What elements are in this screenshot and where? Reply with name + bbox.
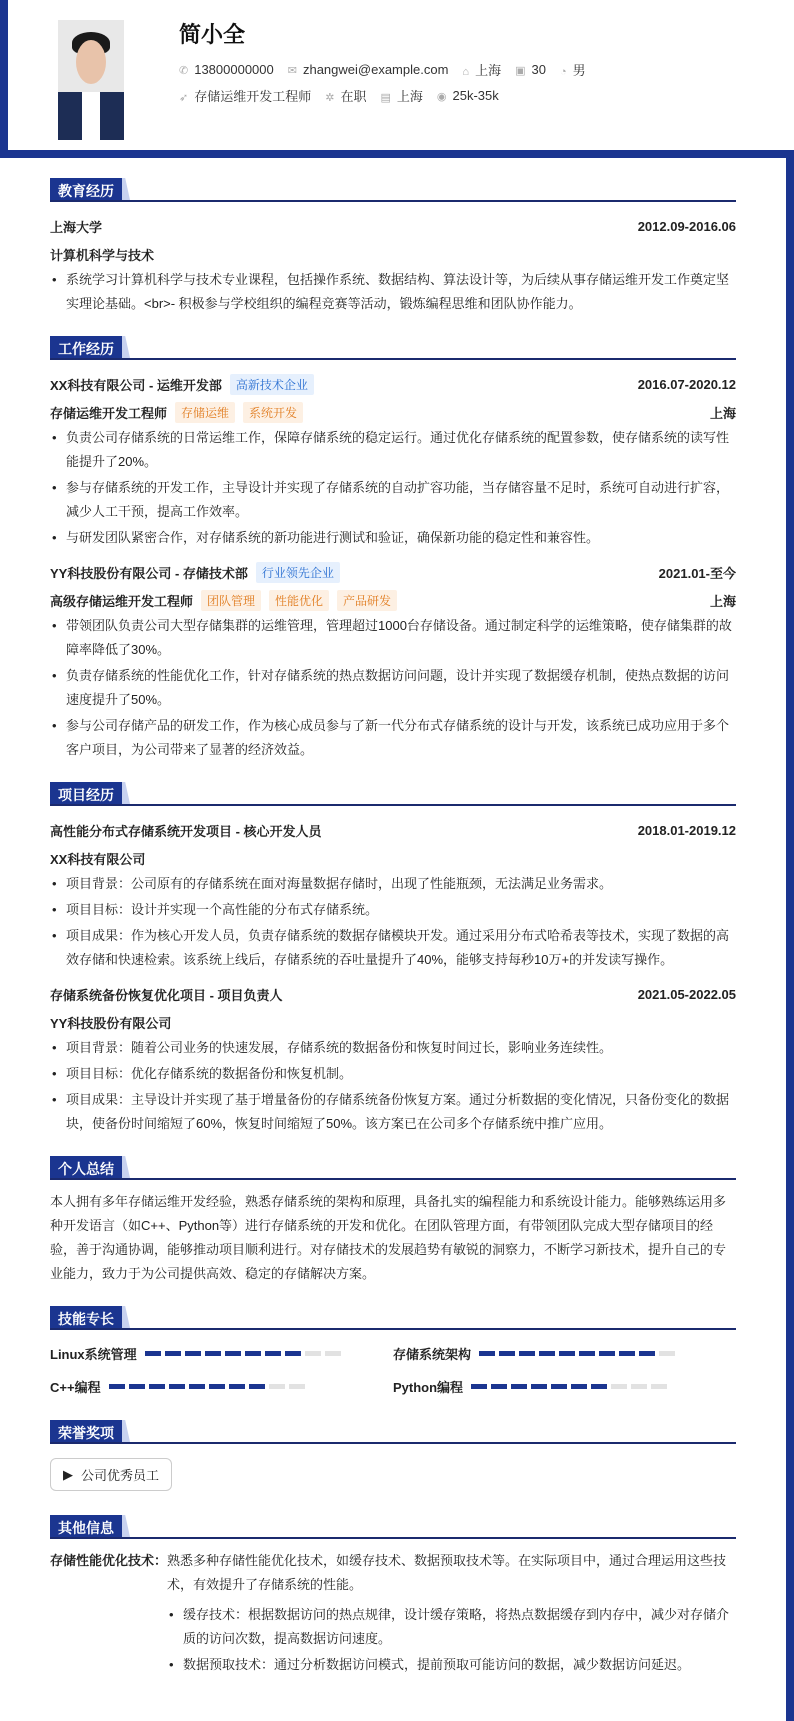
- level-segment: [145, 1351, 161, 1356]
- level-segment: [249, 1384, 265, 1389]
- level-segment: [479, 1351, 495, 1356]
- skill-level-bar: [479, 1351, 675, 1356]
- job-title-row: [50, 398, 736, 426]
- level-segment: [265, 1351, 281, 1356]
- skill-tag: 性能优化: [269, 590, 329, 611]
- level-segment: [591, 1384, 607, 1389]
- job-company-group: [50, 374, 314, 395]
- salary-icon: ◉: [436, 91, 447, 103]
- project-name: 存储系统备份恢复优化项目 - 项目负责人: [50, 987, 283, 1003]
- skill-tag: 存储运维: [175, 402, 235, 423]
- list-item: • 负责存储系统的性能优化工作，针对存储系统的热点数据访问问题，设计并实现了数据缓存机制，使热点数据的访问速度提升了50%。: [50, 664, 736, 712]
- other-desc: 熟悉多种存储性能优化技术，如缓存技术、数据预取技术等。在实际项目中，通过合理运用这些技术，有效提升了存储系统的性能。: [167, 1553, 727, 1592]
- job-intent: [179, 86, 499, 105]
- level-segment: [229, 1384, 245, 1389]
- job-city: 上海: [709, 593, 736, 609]
- level-segment: [519, 1351, 535, 1356]
- phone: 13800000000: [194, 62, 274, 77]
- level-segment: [599, 1351, 615, 1356]
- list-item: • 数据预取技术：通过分析数据访问模式，提前预取可能访问的数据，减少数据访问延迟。: [167, 1653, 736, 1677]
- skill-item: [393, 1377, 736, 1396]
- level-segment: [631, 1384, 647, 1389]
- job-title-group: [50, 590, 397, 611]
- level-segment: [511, 1384, 527, 1389]
- job-title: 高级存储运维开发工程师: [50, 593, 194, 609]
- send-icon: ➶: [179, 92, 189, 104]
- awards-section: [50, 1420, 736, 1495]
- status: 在职: [340, 89, 367, 104]
- skill-level-bar: [145, 1351, 341, 1356]
- level-segment: [531, 1384, 547, 1389]
- email-icon: ✉: [287, 65, 297, 77]
- job-title-group: [50, 402, 303, 423]
- project-entry: [50, 816, 736, 972]
- date: 2016.07-2020.12: [637, 376, 736, 392]
- level-segment: [165, 1351, 181, 1356]
- list-item: • 系统学习计算机科学与技术专业课程，包括操作系统、数据结构、算法设计等，为后续从事存储运维开发工作奠定坚实理论基础。<br>- 积极参与学校组织的编程竞赛等活动，锻炼编程思维和团队协作能力。: [50, 268, 736, 316]
- skill-tag: 团队管理: [201, 590, 261, 611]
- list-item: • 负责公司存储系统的日常运维工作，保障存储系统的稳定运行。通过优化存储系统的配置参数，使存储系统的读写性能提升了20%。: [50, 426, 736, 474]
- award-label: 公司优秀员工: [81, 1468, 160, 1483]
- job-company-group: [50, 562, 340, 583]
- work-section: [50, 336, 736, 762]
- list-item: • 项目成果：作为核心开发人员，负责存储系统的数据存储模块开发。通过采用分布式哈希表等技术，实现了数据的高效存储和快速检索。该系统上线后，存储系统的吞吐量提升了40%，能够支持每秒10万+的并发读写操作。: [50, 924, 736, 972]
- date: 2021.01-至今: [658, 565, 736, 581]
- level-segment: [189, 1384, 205, 1389]
- level-segment: [129, 1384, 145, 1389]
- level-segment: [611, 1384, 627, 1389]
- list-item: • 项目目标：优化存储系统的数据备份和恢复机制。: [50, 1062, 736, 1086]
- school: 上海大学: [50, 219, 103, 235]
- position: 存储运维开发工程师: [194, 89, 312, 104]
- job-title: 存储运维开发工程师: [50, 405, 168, 421]
- target-city: 上海: [396, 89, 423, 104]
- level-segment: [651, 1384, 667, 1389]
- level-segment: [109, 1384, 125, 1389]
- level-segment: [499, 1351, 515, 1356]
- level-segment: [225, 1351, 241, 1356]
- section-title: 个人总结: [50, 1156, 122, 1178]
- level-segment: [285, 1351, 301, 1356]
- summary-text: 本人拥有多年存储运维开发经验，熟悉存储系统的架构和原理，具备扎实的编程能力和系统设计能力。能够熟练运用多种开发语言（如C++、Python等）进行存储系统的开发和优化。在团队管理方面，有带领团队完成大型存储项目的经验，善于沟通协调，能够推动项目顺利进行。对存储技术的发展趋势有敏锐的洞察力，不断学习新技术，提升自己的专业能力，致力于为公司提供高效、稳定的存储解决方案。: [50, 1194, 727, 1281]
- level-segment: [491, 1384, 507, 1389]
- date: 2021.05-2022.05: [637, 986, 736, 1002]
- skill-item: [393, 1344, 736, 1363]
- level-segment: [639, 1351, 655, 1356]
- award-item[interactable]: [50, 1458, 172, 1491]
- major: 计算机科学与技术: [50, 247, 155, 263]
- list-item: • 项目目标：设计并实现一个高性能的分布式存储系统。: [50, 898, 736, 922]
- date: 2012.09-2016.06: [637, 218, 736, 234]
- level-segment: [209, 1384, 225, 1389]
- project-company: XX科技有限公司: [50, 851, 146, 867]
- email: zhangwei@example.com: [302, 62, 449, 77]
- job-entry: [50, 370, 736, 550]
- level-segment: [571, 1384, 587, 1389]
- company: YY科技股份有限公司 - 存储技术部: [50, 565, 248, 581]
- project-company: YY科技股份有限公司: [50, 1015, 172, 1031]
- job-items: [50, 426, 736, 550]
- job-entry: [50, 558, 736, 762]
- level-segment: [619, 1351, 635, 1356]
- level-segment: [269, 1384, 285, 1389]
- section-title: 荣誉奖项: [50, 1420, 122, 1442]
- skill-name: 存储系统架构: [393, 1347, 472, 1362]
- job-title-row: [50, 586, 736, 614]
- level-segment: [245, 1351, 261, 1356]
- level-segment: [471, 1384, 487, 1389]
- project-name: 高性能分布式存储系统开发项目 - 核心开发人员: [50, 823, 322, 839]
- company: XX科技有限公司 - 运维开发部: [50, 377, 222, 393]
- project-items: [50, 1036, 736, 1136]
- company-tag: 行业领先企业: [256, 562, 340, 583]
- section-title: 工作经历: [50, 336, 122, 358]
- skill-item: [50, 1377, 393, 1396]
- list-item: • 项目背景：随着公司业务的快速发展，存储系统的数据备份和恢复时间过长，影响业务连续性。: [50, 1036, 736, 1060]
- skill-level-bar: [109, 1384, 305, 1389]
- resume-body: [0, 158, 786, 1721]
- list-item: • 参与存储系统的开发工作，主导设计并实现了存储系统的自动扩容功能，当存储容量不足时，系统可自动进行扩容，减少人工干预，提高工作效率。: [50, 476, 736, 524]
- date: 2018.01-2019.12: [637, 822, 736, 838]
- project-entry: [50, 980, 736, 1136]
- project-company-row: [50, 844, 736, 872]
- skill-name: Python编程: [393, 1380, 464, 1395]
- job-items: [50, 614, 736, 762]
- city: 上海: [475, 63, 502, 78]
- level-segment: [325, 1351, 341, 1356]
- triangle-icon: ▶: [63, 1466, 73, 1482]
- job-header: [50, 370, 736, 398]
- skill-level-bar: [471, 1384, 667, 1389]
- age: 30: [531, 62, 546, 77]
- job-city: 上海: [709, 405, 736, 421]
- home-icon: ⌂: [462, 66, 470, 78]
- skills-section: [50, 1306, 736, 1400]
- gender: 男: [572, 63, 586, 78]
- level-segment: [559, 1351, 575, 1356]
- summary-section: [50, 1156, 736, 1286]
- resume-header: [8, 0, 794, 150]
- phone-icon: ✆: [179, 65, 189, 77]
- skill-tag: 产品研发: [337, 590, 397, 611]
- other-section: [50, 1515, 736, 1679]
- project-header: [50, 980, 736, 1008]
- section-title: 项目经历: [50, 782, 122, 804]
- level-segment: [169, 1384, 185, 1389]
- section-title: 教育经历: [50, 178, 122, 200]
- list-item: • 缓存技术：根据数据访问的热点规律，设计缓存策略，将热点数据缓存到内存中，减少对存储介质的访问次数，提高数据访问速度。: [167, 1603, 736, 1651]
- list-item: • 参与公司存储产品的研发工作，作为核心成员参与了新一代分布式存储系统的设计与开发，该系统已成功应用于多个客户项目，为公司带来了显著的经济效益。: [50, 714, 736, 762]
- status-icon: ✲: [325, 92, 335, 104]
- level-segment: [551, 1384, 567, 1389]
- list-item: • 项目背景：公司原有的存储系统在面对海量数据存储时，出现了性能瓶颈，无法满足业务需求。: [50, 872, 736, 896]
- level-segment: [289, 1384, 305, 1389]
- level-segment: [185, 1351, 201, 1356]
- level-segment: [539, 1351, 555, 1356]
- contact-info: [179, 60, 586, 79]
- list-item: • 带领团队负责公司大型存储集群的运维管理，管理超过1000台存储设备。通过制定科学的运维策略，使存储集群的故障率降低了30%。: [50, 614, 736, 662]
- section-title: 技能专长: [50, 1306, 122, 1328]
- project-company-row: [50, 1008, 736, 1036]
- education-section: [50, 178, 736, 316]
- candidate-name: 简小全: [179, 22, 246, 47]
- skill-name: C++编程: [50, 1380, 101, 1395]
- project-items: [50, 872, 736, 972]
- level-segment: [659, 1351, 675, 1356]
- salary: 25k-35k: [452, 88, 499, 103]
- skill-name: Linux系统管理: [50, 1347, 137, 1362]
- building-icon: ▤: [380, 92, 391, 104]
- list-item: • 项目成果：主导设计并实现了基于增量备份的存储系统备份恢复方案。通过分析数据的变化情况，只备份变化的数据块，使备份时间缩短了60%，恢复时间缩短了50%。该方案已在公司多个存储系统中推广应用。: [50, 1088, 736, 1136]
- job-header: [50, 558, 736, 586]
- gender-icon: ◔: [559, 66, 567, 78]
- level-segment: [205, 1351, 221, 1356]
- skill-item: [50, 1344, 393, 1363]
- list-item: • 与研发团队紧密合作，对存储系统的新功能进行测试和验证，确保新功能的稳定性和兼容性。: [50, 526, 736, 550]
- projects-section: [50, 782, 736, 1136]
- skill-tag: 系统开发: [243, 402, 303, 423]
- project-header: [50, 816, 736, 844]
- section-title: 其他信息: [50, 1515, 122, 1537]
- company-tag: 高新技术企业: [230, 374, 314, 395]
- avatar-photo: [58, 20, 124, 140]
- level-segment: [149, 1384, 165, 1389]
- other-key: 存储性能优化技术：: [50, 1553, 168, 1568]
- age-icon: ▣: [515, 65, 526, 77]
- level-segment: [305, 1351, 321, 1356]
- level-segment: [579, 1351, 595, 1356]
